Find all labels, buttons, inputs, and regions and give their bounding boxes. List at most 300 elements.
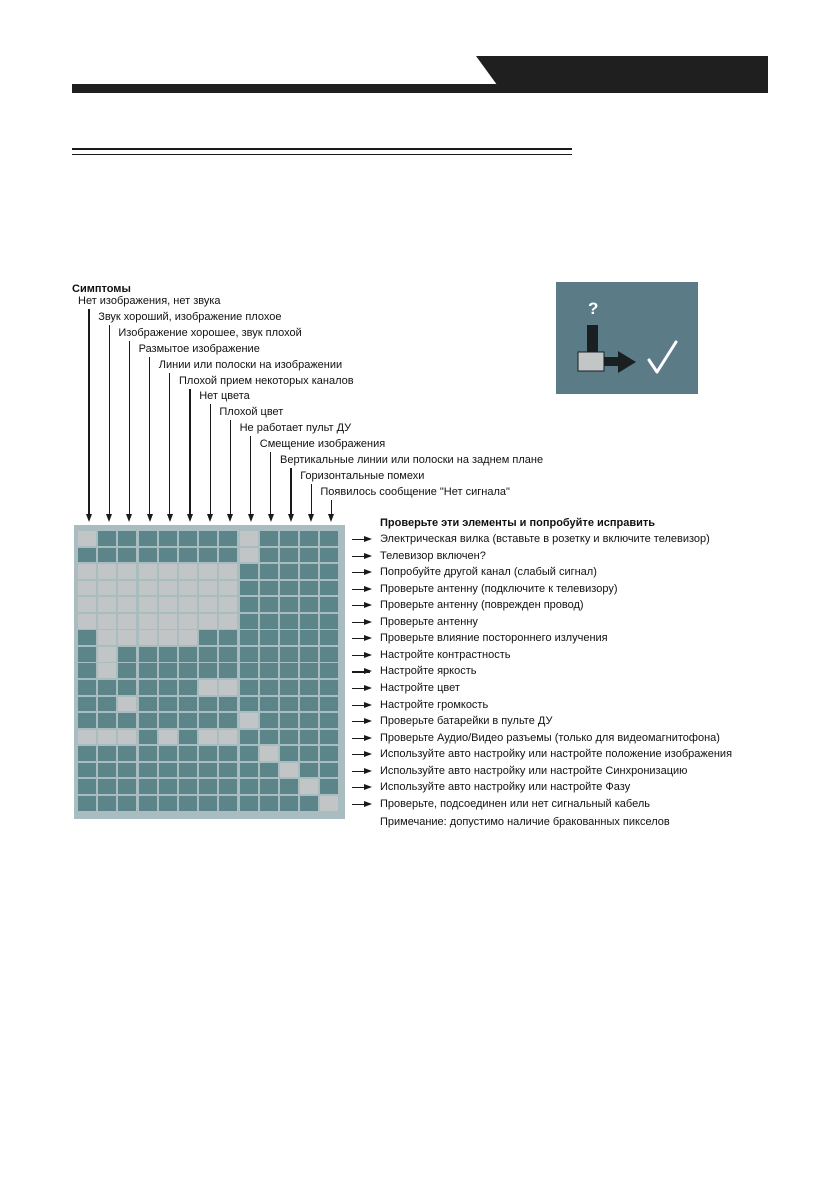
matrix-cell: [300, 763, 318, 778]
matrix-cell-marked: [240, 531, 258, 546]
matrix-cell-marked: [78, 614, 96, 629]
matrix-cell-marked: [118, 630, 136, 645]
check-item-label: Проверьте антенну: [380, 615, 478, 628]
matrix-cell: [300, 713, 318, 728]
arrow-right-icon: [352, 721, 370, 722]
matrix-cell: [260, 697, 278, 712]
matrix-cell: [260, 680, 278, 695]
arrow-right-icon: [352, 605, 370, 606]
matrix-cell: [240, 697, 258, 712]
matrix-cell-marked: [78, 581, 96, 596]
matrix-cell: [320, 763, 338, 778]
matrix-cell: [320, 697, 338, 712]
matrix-cell: [159, 713, 177, 728]
matrix-cell: [139, 548, 157, 563]
matrix-cell: [159, 663, 177, 678]
matrix-cell: [219, 713, 237, 728]
matrix-cell: [280, 531, 298, 546]
matrix-cell-marked: [159, 630, 177, 645]
matrix-cell-marked: [78, 531, 96, 546]
matrix-cell-marked: [219, 614, 237, 629]
matrix-cell-marked: [280, 763, 298, 778]
check-item-label: Электрическая вилка (вставьте в розетку и включите телевизор): [380, 533, 710, 545]
matrix-cell: [240, 564, 258, 579]
matrix-cell: [260, 630, 278, 645]
arrow-down-icon: [106, 514, 112, 522]
matrix-cell-marked: [159, 564, 177, 579]
matrix-cell: [179, 713, 197, 728]
matrix-cell: [300, 746, 318, 761]
matrix-cell-marked: [179, 564, 197, 579]
matrix-cell: [139, 647, 157, 662]
matrix-cell: [240, 597, 258, 612]
matrix-cell: [300, 548, 318, 563]
matrix-cell: [280, 564, 298, 579]
matrix-cell: [219, 697, 237, 712]
matrix-cell: [320, 597, 338, 612]
matrix-cell: [78, 680, 96, 695]
check-item-label: Используйте авто настройку или настройте Фазу: [380, 781, 631, 794]
matrix-cell-marked: [118, 564, 136, 579]
matrix-cell: [300, 630, 318, 645]
matrix-cell: [199, 779, 217, 794]
matrix-cell: [139, 531, 157, 546]
matrix-cell-marked: [240, 548, 258, 563]
matrix-cell: [159, 796, 177, 811]
matrix-cell-marked: [199, 680, 217, 695]
matrix-cell: [118, 663, 136, 678]
matrix-cell: [320, 630, 338, 645]
matrix-cell: [280, 647, 298, 662]
matrix-cell: [159, 763, 177, 778]
check-item-label: Настройте цвет: [380, 681, 460, 694]
matrix-cell-marked: [139, 630, 157, 645]
matrix-cell-marked: [199, 581, 217, 596]
check-item-label: Используйте авто настройку или настройте Синхронизацию: [380, 764, 688, 777]
matrix-cell-marked: [159, 730, 177, 745]
check-item-label: Проверьте, подсоединен или нет сигнальный кабель: [380, 797, 650, 810]
section-rule-thin: [72, 154, 572, 155]
matrix-cell: [179, 680, 197, 695]
matrix-cell: [159, 531, 177, 546]
matrix-cell: [300, 597, 318, 612]
arrow-right-icon: [352, 556, 370, 557]
matrix-cell: [179, 730, 197, 745]
matrix-cell: [280, 713, 298, 728]
matrix-cell: [78, 796, 96, 811]
arrow-right-icon: [352, 671, 370, 672]
matrix-cell: [118, 680, 136, 695]
matrix-cell: [240, 581, 258, 596]
matrix-cell: [240, 796, 258, 811]
matrix-cell: [240, 746, 258, 761]
matrix-cell: [139, 779, 157, 794]
matrix-cell-marked: [199, 597, 217, 612]
matrix-cell-marked: [98, 581, 116, 596]
symptom-connector-line: [250, 436, 251, 515]
matrix-cell: [219, 663, 237, 678]
matrix-cell-marked: [98, 630, 116, 645]
matrix-cell: [219, 531, 237, 546]
matrix-cell: [179, 779, 197, 794]
matrix-cell: [320, 663, 338, 678]
matrix-cell: [78, 779, 96, 794]
matrix-cell: [159, 548, 177, 563]
matrix-cell: [280, 779, 298, 794]
vertical-bar-icon: [587, 325, 598, 355]
symptom-label: Линии или полоски на изображении: [158, 358, 343, 371]
matrix-cell: [199, 663, 217, 678]
matrix-cell-marked: [179, 597, 197, 612]
matrix-cell: [219, 647, 237, 662]
check-item-label: Проверьте антенну (подключите к телевизору): [380, 582, 618, 595]
matrix-cell-marked: [219, 730, 237, 745]
matrix-cell: [320, 779, 338, 794]
matrix-cell: [159, 779, 177, 794]
matrix-cell: [78, 746, 96, 761]
matrix-cell-marked: [78, 564, 96, 579]
matrix-cell: [118, 647, 136, 662]
symptom-label: Размытое изображение: [138, 342, 260, 355]
symptom-label: Не работает пульт ДУ: [239, 422, 352, 435]
matrix-cell: [98, 763, 116, 778]
matrix-cell-marked: [139, 614, 157, 629]
matrix-cell: [199, 713, 217, 728]
arrow-right-icon: [352, 589, 370, 590]
arrow-right-icon: [352, 638, 370, 639]
matrix-cell: [139, 697, 157, 712]
matrix-cell: [300, 680, 318, 695]
arrow-down-icon: [328, 514, 334, 522]
matrix-cell: [179, 531, 197, 546]
matrix-cell-marked: [179, 630, 197, 645]
matrix-cell: [280, 796, 298, 811]
arrow-right-icon: [352, 738, 370, 739]
matrix-cell: [320, 680, 338, 695]
matrix-cell: [139, 713, 157, 728]
matrix-cell: [199, 630, 217, 645]
matrix-cell: [98, 796, 116, 811]
matrix-cell: [179, 746, 197, 761]
symptom-matrix: [74, 525, 345, 819]
matrix-cell: [280, 680, 298, 695]
arrow-right-icon: [352, 771, 370, 772]
symptom-connector-line: [230, 420, 231, 515]
symptom-connector-line: [270, 452, 271, 515]
matrix-cell: [260, 531, 278, 546]
symptoms-title: Симптомы: [72, 283, 131, 295]
matrix-cell: [260, 614, 278, 629]
matrix-cell: [159, 697, 177, 712]
matrix-cell: [199, 697, 217, 712]
symptom-label: Горизонтальные помехи: [300, 469, 425, 482]
matrix-cell: [78, 548, 96, 563]
symptom-label: Плохой цвет: [219, 406, 284, 419]
matrix-cell: [300, 697, 318, 712]
matrix-cell: [118, 796, 136, 811]
matrix-cell-marked: [139, 564, 157, 579]
check-item-label: Проверьте влияние постороннего излучения: [380, 632, 608, 645]
matrix-cell: [139, 796, 157, 811]
symptom-connector-line: [129, 341, 130, 515]
matrix-cell: [118, 713, 136, 728]
matrix-cell: [280, 663, 298, 678]
matrix-cell: [280, 614, 298, 629]
arrow-down-icon: [126, 514, 132, 522]
matrix-cell: [199, 763, 217, 778]
matrix-cell: [240, 680, 258, 695]
symptom-connector-line: [109, 325, 110, 515]
matrix-cell: [260, 663, 278, 678]
matrix-cell: [219, 796, 237, 811]
arrow-right-icon: [618, 351, 636, 373]
gray-block-icon: [578, 352, 604, 371]
matrix-cell: [240, 763, 258, 778]
matrix-cell: [320, 746, 338, 761]
matrix-cell: [260, 730, 278, 745]
symptom-connector-line: [189, 389, 190, 516]
matrix-cell: [300, 564, 318, 579]
symptom-label: Изображение хорошее, звук плохой: [118, 326, 302, 339]
matrix-cell: [320, 713, 338, 728]
matrix-cell: [260, 647, 278, 662]
arrow-down-icon: [207, 514, 213, 522]
matrix-cell: [159, 680, 177, 695]
matrix-cell: [280, 597, 298, 612]
matrix-cell: [139, 680, 157, 695]
matrix-cell-marked: [118, 730, 136, 745]
matrix-cell: [300, 663, 318, 678]
matrix-cell-marked: [118, 614, 136, 629]
arrow-right-icon: [352, 572, 370, 573]
arrow-down-icon: [227, 514, 233, 522]
symptom-connector-line: [169, 373, 170, 515]
matrix-cell: [118, 779, 136, 794]
matrix-cell: [320, 564, 338, 579]
matrix-cell-marked: [260, 746, 278, 761]
matrix-cell: [78, 763, 96, 778]
arrow-down-icon: [167, 514, 173, 522]
question-mark-icon: ?: [588, 299, 599, 318]
symptom-label: Смещение изображения: [259, 438, 386, 451]
check-item-label: Проверьте батарейки в пульте ДУ: [380, 715, 553, 728]
matrix-cell: [260, 713, 278, 728]
matrix-cell: [179, 763, 197, 778]
matrix-cell: [320, 548, 338, 563]
check-item-label: Проверьте Аудио/Видео разъемы (только для видеомагнитофона): [380, 731, 720, 744]
matrix-cell: [199, 531, 217, 546]
note-text: Примечание: допустимо наличие бракованных пикселов: [380, 816, 670, 828]
check-item-label: Настройте яркость: [380, 665, 477, 678]
matrix-cell: [139, 663, 157, 678]
troubleshoot-icon-box: [556, 282, 698, 394]
matrix-cell-marked: [199, 564, 217, 579]
matrix-cell: [280, 548, 298, 563]
matrix-cell: [240, 779, 258, 794]
arrow-right-icon: [352, 804, 370, 805]
arrow-right-icon: [352, 655, 370, 656]
symptom-connector-line: [311, 484, 312, 515]
matrix-cell: [159, 647, 177, 662]
matrix-cell-marked: [139, 597, 157, 612]
matrix-cell-marked: [139, 581, 157, 596]
matrix-cell: [98, 697, 116, 712]
matrix-cell-marked: [300, 779, 318, 794]
matrix-cell: [179, 697, 197, 712]
matrix-cell: [320, 730, 338, 745]
check-item-label: Используйте авто настройку или настройте положение изображения: [380, 748, 733, 761]
matrix-cell: [260, 564, 278, 579]
matrix-cell: [78, 663, 96, 678]
matrix-cell: [260, 779, 278, 794]
matrix-cell: [219, 763, 237, 778]
matrix-cell: [219, 630, 237, 645]
matrix-cell: [240, 647, 258, 662]
symptom-label: Звук хороший, изображение плохое: [98, 310, 282, 323]
troubleshoot-icon: [556, 282, 698, 394]
symptom-connector-line: [210, 404, 211, 515]
arrow-down-icon: [268, 514, 274, 522]
arrow-right-icon: [352, 688, 370, 689]
matrix-cell: [300, 581, 318, 596]
matrix-cell-marked: [98, 564, 116, 579]
arrow-right-icon: [352, 622, 370, 623]
matrix-cell: [118, 531, 136, 546]
matrix-cell: [78, 697, 96, 712]
matrix-cell: [240, 663, 258, 678]
matrix-cell: [118, 746, 136, 761]
matrix-cell-marked: [78, 730, 96, 745]
matrix-cell: [199, 647, 217, 662]
symptom-connector-line: [88, 309, 89, 515]
matrix-cell: [240, 614, 258, 629]
matrix-cell-marked: [159, 597, 177, 612]
matrix-cell-marked: [219, 597, 237, 612]
matrix-cell: [280, 730, 298, 745]
matrix-cell: [139, 730, 157, 745]
matrix-cell-marked: [219, 680, 237, 695]
matrix-cell: [139, 763, 157, 778]
arrow-down-icon: [308, 514, 314, 522]
matrix-cell-marked: [199, 730, 217, 745]
matrix-cell: [219, 746, 237, 761]
arrow-right-icon: [352, 539, 370, 540]
matrix-cell: [179, 796, 197, 811]
matrix-cell-marked: [159, 581, 177, 596]
matrix-cell: [78, 630, 96, 645]
matrix-cell: [260, 763, 278, 778]
matrix-cell-marked: [118, 697, 136, 712]
symptom-connector-line: [290, 468, 291, 515]
symptom-label: Вертикальные линии или полоски на заднем плане: [280, 454, 544, 466]
matrix-cell: [78, 713, 96, 728]
check-mark-icon: [649, 342, 676, 372]
matrix-cell: [98, 531, 116, 546]
arrow-down-icon: [86, 514, 92, 522]
matrix-cell: [179, 663, 197, 678]
matrix-cell: [320, 531, 338, 546]
matrix-cell: [280, 697, 298, 712]
symptom-connector-line: [149, 357, 150, 515]
header-bar: [72, 84, 768, 93]
matrix-cell-marked: [98, 730, 116, 745]
matrix-cell: [300, 614, 318, 629]
matrix-cell: [139, 746, 157, 761]
matrix-cell: [320, 614, 338, 629]
matrix-cell: [78, 647, 96, 662]
arrow-down-icon: [147, 514, 153, 522]
matrix-cell: [260, 581, 278, 596]
check-item-label: Настройте контрастность: [380, 648, 511, 661]
matrix-cell: [300, 730, 318, 745]
matrix-cell: [280, 581, 298, 596]
check-item-label: Попробуйте другой канал (слабый сигнал): [380, 566, 597, 579]
matrix-cell: [199, 548, 217, 563]
matrix-cell-marked: [98, 663, 116, 678]
matrix-cell: [98, 680, 116, 695]
matrix-cell-marked: [219, 564, 237, 579]
symptom-label: Плохой прием некоторых каналов: [179, 374, 354, 387]
arrow-down-icon: [248, 514, 254, 522]
matrix-cell: [219, 779, 237, 794]
matrix-cell: [280, 746, 298, 761]
matrix-cell: [280, 630, 298, 645]
matrix-cell: [159, 746, 177, 761]
matrix-cell: [98, 548, 116, 563]
matrix-cell-marked: [240, 713, 258, 728]
symptom-label: Нет цвета: [199, 390, 250, 403]
matrix-cell: [118, 548, 136, 563]
matrix-cell-marked: [179, 614, 197, 629]
arrow-right-icon: [352, 787, 370, 788]
matrix-cell: [320, 647, 338, 662]
matrix-cell-marked: [118, 597, 136, 612]
matrix-cell: [118, 763, 136, 778]
symptom-label: Нет изображения, нет звука: [78, 295, 221, 307]
check-item-label: Настройте громкость: [380, 698, 489, 711]
checks-title: Проверьте эти элементы и попробуйте исправить: [380, 517, 656, 529]
symptom-label: Появилось сообщение "Нет сигнала": [320, 485, 510, 498]
matrix-cell-marked: [98, 614, 116, 629]
arrow-down-icon: [187, 514, 193, 522]
matrix-cell: [320, 581, 338, 596]
matrix-cell: [199, 746, 217, 761]
matrix-cell: [300, 531, 318, 546]
section-rule: [72, 148, 572, 150]
arrow-down-icon: [288, 514, 294, 522]
matrix-cell: [260, 597, 278, 612]
matrix-cell: [260, 548, 278, 563]
matrix-cell-marked: [98, 647, 116, 662]
matrix-cell-marked: [159, 614, 177, 629]
check-item-label: Телевизор включен?: [380, 549, 486, 562]
matrix-cell: [300, 796, 318, 811]
matrix-cell-marked: [118, 581, 136, 596]
matrix-cell: [199, 796, 217, 811]
symptom-connector-line: [331, 500, 332, 515]
matrix-cell-marked: [179, 581, 197, 596]
matrix-cell: [240, 730, 258, 745]
matrix-cell-marked: [78, 597, 96, 612]
check-item-label: Проверьте антенну (поврежден провод): [380, 599, 584, 612]
matrix-cell: [300, 647, 318, 662]
matrix-cell-marked: [98, 597, 116, 612]
matrix-cell-marked: [219, 581, 237, 596]
matrix-cell: [219, 548, 237, 563]
matrix-cell-marked: [320, 796, 338, 811]
matrix-cell: [98, 746, 116, 761]
arrow-right-icon: [352, 705, 370, 706]
